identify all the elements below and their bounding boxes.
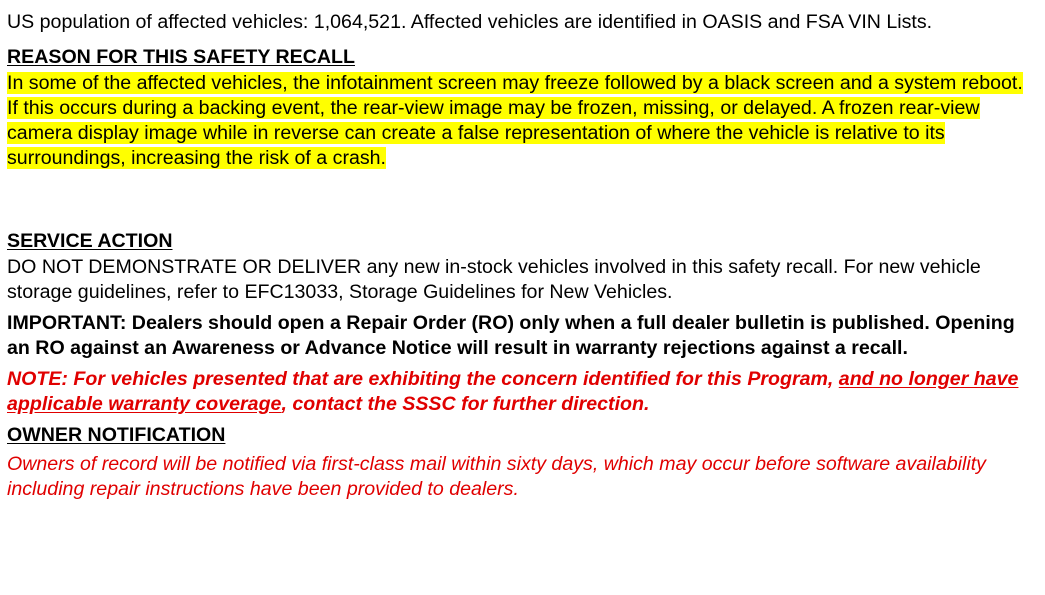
note-underlined-text: and no longer have applicable warranty coverage [7, 368, 1019, 415]
service-action-heading: SERVICE ACTION [7, 230, 173, 252]
owner-notification-heading: OWNER NOTIFICATION [7, 424, 226, 446]
note-text-start: NOTE: For vehicles presented that are exhibiting the concern identified for this Program, [7, 368, 839, 390]
note-paragraph [7, 367, 1035, 417]
service-action-text: DO NOT DEMONSTRATE OR DELIVER any new in-stock vehicles involved in this safety recall. For new vehicle storage guidelines, refer to EFC13033, Storage Guidelines for New Vehicles. [7, 256, 981, 303]
affected-population-text: US population of affected vehicles: 1,064,521. Affected vehicles are identified in OASIS and FSA VIN Lists. [7, 11, 933, 33]
note-text-end: , contact the SSSC for further direction. [281, 393, 650, 415]
important-notice: IMPORTANT: Dealers should open a Repair Order (RO) only when a full dealer bulletin is published. Opening an RO against an Awareness or Advance Notice will result in warranty rejections against a recall. [7, 312, 1015, 359]
reason-highlighted-text: In some of the affected vehicles, the infotainment screen may freeze followed by a black screen and a system reboot. If this occurs during a backing event, the rear-view image may be frozen, missing, or delayed. A frozen rear-view camera display image while in reverse can create a false representation of where the vehicle is relative to its surroundings, increasing the risk of a crash. [7, 72, 1023, 169]
reason-heading: REASON FOR THIS SAFETY RECALL [7, 46, 355, 68]
reason-paragraph [7, 71, 1035, 171]
owner-notification-text: Owners of record will be notified via first-class mail within sixty days, which may occur before software availability including repair instructions have been provided to dealers. [7, 453, 986, 500]
